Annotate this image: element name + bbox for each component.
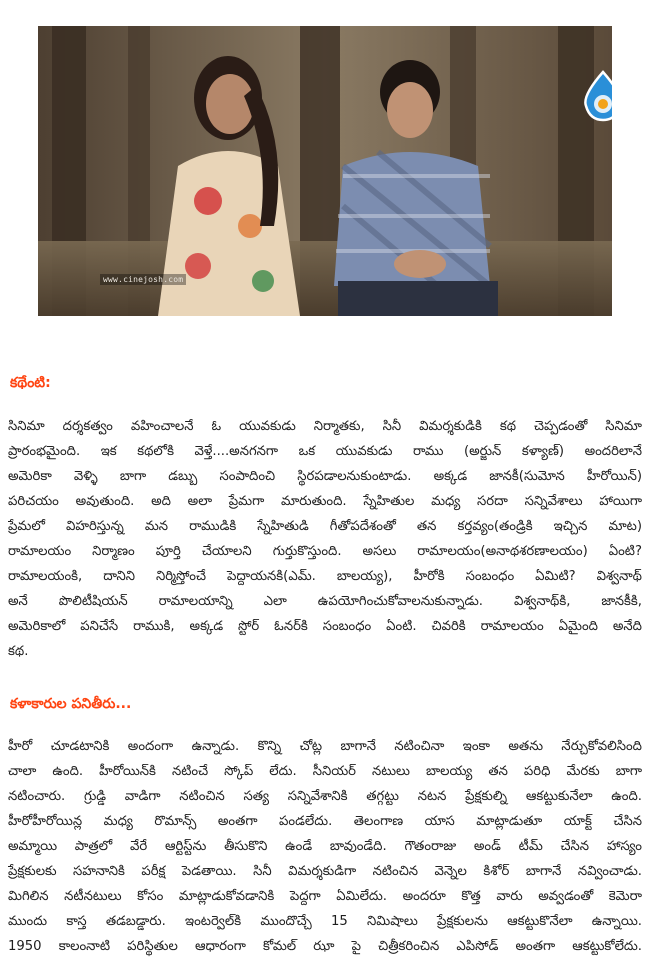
performance-line: నటించారు. గ్రుడ్డి వాడిగా నటించిన సత్య సన్నివేశానికి తగ్గట్టు నటన ప్రేక్షకుల్ని ఆకట్టుకునేలా ఉంది. — [8, 789, 642, 804]
story-line: అనే పొలిటీషియన్ రామాలయాన్ని ఎలా ఉపయోగించుకోవాలనుకున్నాడు. విశ్వనాథ్‌కి, జానకీకి, — [8, 594, 642, 609]
movie-still-illustration — [38, 26, 612, 316]
story-line: అమెరికా వెళ్ళి బాగా డబ్బు సంపాదించి స్థిరపడాలనుకుంటాడు. అక్కడ జానకీ(సుమోన హీరోయిన్) — [8, 469, 642, 484]
story-heading: కథేంటి: — [10, 375, 51, 391]
story-paragraph — [8, 414, 642, 664]
performance-line: చాలా ఉంది. హీరోయిన్‌కి నటించే స్కోప్ లేదు. సీనియర్ నటులు బాలయ్య తన పరిధి మేరకు బాగా — [8, 764, 642, 779]
movie-still-photo — [38, 26, 612, 316]
performance-line: హీరో చూడటానికి అందంగా ఉన్నాడు. కొన్ని చోట్ల బాగానే నటించినా ఇంకా అతను నేర్చుకోవలిసింది — [8, 739, 642, 754]
cinejosh-logo-icon — [580, 70, 612, 122]
performance-paragraph — [8, 734, 642, 959]
story-line: ప్రేమలో విహరిస్తున్న మన రాముడికి స్నేహితుడి గీతోపదేశంతో తన కర్తవ్యం(తండ్రికి ఇచ్చిన మాట) — [8, 519, 642, 534]
performance-line: ముందు కాస్త తడబడ్డారు. ఇంటర్వెల్‌కి ముందొచ్చే 15 నిమిషాలు ప్రేక్షకులను ఆకట్టుకొనేలా ఉన్నాయి. — [8, 914, 642, 929]
story-line: అమెరికాలో పనిచేసే రాముకి, అక్కడ స్టోర్ ఓనర్‌కి సంబంధం ఏంటి. చివరికి రామాలయం ఏమైంది అనేది — [8, 619, 642, 634]
performance-line: అమ్మాయి పాత్రలో వేరే ఆర్టిస్ట్‌ను తీసుకొని ఉండే బావుండేది. గౌతంరాజు అండ్ టీమ్ చేసిన హాస్యం — [8, 839, 642, 854]
story-line: సినిమా దర్శకత్వం వహించాలనే ఓ యువకుడు నిర్మాతకు, సినీ విమర్శకుడికి కథ చెప్పడంతో సినిమా — [8, 419, 642, 434]
story-line: రామాలయం నిర్మాణం పూర్తి చేయాలని గుర్తుకొస్తుంది. అసలు రామాలయం(అనాథశరణాలయం) ఏంటి? — [8, 544, 642, 559]
story-line: పరిచయం అవుతుంది. అది అలా ప్రేమగా మారుతుంది. స్నేహితుల మధ్య సరదా సన్నివేశాలు హాయిగా — [8, 494, 642, 509]
story-line: రామాలయంకి, దానిని నిర్మిస్తోంచే పెద్దాయనకి(ఎమ్. బాలయ్య), హీరోకి సంబంధం ఏమిటి? విశ్వనాథ్ — [8, 569, 642, 584]
story-line: ప్రారంభమైంది. ఇక కథలోకి వెళ్తే....అనగనగా ఒక యువకుడు రాము (అర్జున్ కళ్యాణ్) అందరిలానే — [8, 444, 642, 459]
performance-heading: కళాకారుల పనితీరు... — [10, 696, 132, 712]
performance-line: ప్రేక్షకులకు సహనానికి పరీక్ష పెడతాయి. సినీ విమర్శకుడిగా నటించిన వెన్నెల కిశోర్ బాగానే నవ్వించాడు. — [8, 864, 642, 879]
photo-watermark: www.cinejosh.com — [100, 274, 186, 285]
performance-line: 1950 కాలంనాటి పరిస్థితుల ఆధారంగా కోమల్ ఝా పై చిత్రీకరించిన ఎపిసోడ్ అంతగా ఆకట్టుకోలేదు. — [8, 939, 642, 954]
performance-line: మిగిలిన నటీనటులు కోసం మాట్లాడుకోవడానికి పెద్దగా ఏమిలేదు. అందరూ కొత్త వారు అవ్వడంతో కెమెరా — [8, 889, 642, 904]
story-line: కథ. — [8, 644, 29, 659]
performance-line: హీరోహీరోయిన్ల మధ్య రొమాన్స్ అంతగా పండలేదు. తెలంగాణ యాస మాట్లాడుతూ యాక్ట్ చేసిన — [8, 814, 642, 829]
